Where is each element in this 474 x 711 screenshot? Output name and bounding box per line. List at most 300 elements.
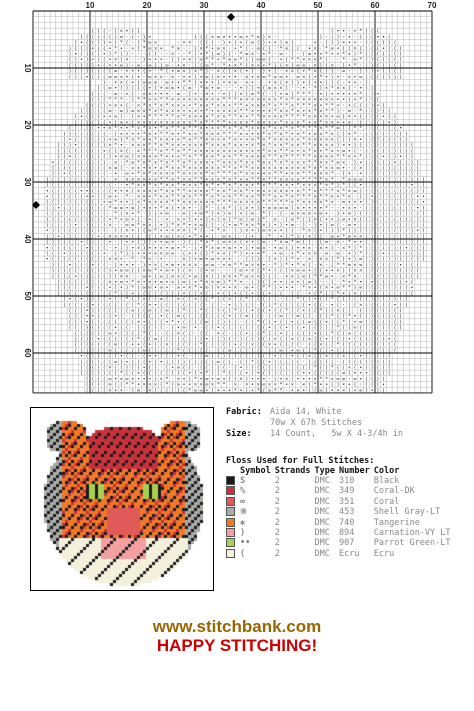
chart-symbol: ( [370, 228, 374, 235]
chart-symbol: ) [268, 256, 272, 263]
chart-symbol: ( [376, 125, 380, 132]
chart-symbol: * [279, 382, 283, 389]
chart-symbol: ) [142, 262, 146, 269]
chart-symbol: • [119, 45, 123, 52]
chart-symbol: ( [342, 364, 346, 371]
chart-symbol: · [125, 114, 129, 121]
chart-symbol: * [313, 108, 317, 115]
chart-symbol: * [131, 256, 135, 263]
chart-symbol: ( [114, 119, 118, 126]
chart-symbol: ( [404, 142, 408, 149]
chart-symbol: ) [188, 319, 192, 326]
floss-color-name: Parrot Green-LT [373, 538, 451, 549]
chart-symbol: ( [211, 387, 215, 394]
chart-symbol: × [182, 256, 186, 263]
chart-symbol: ) [74, 262, 78, 269]
chart-symbol: • [353, 91, 357, 98]
chart-symbol: · [325, 279, 329, 286]
chart-symbol: ( [399, 142, 403, 149]
chart-symbol: · [347, 28, 351, 35]
chart-symbol: ( [347, 45, 351, 52]
chart-symbol: ( [359, 114, 363, 121]
chart-symbol: ( [57, 273, 61, 280]
chart-symbol: * [205, 245, 209, 252]
header-symbol: Symbol [240, 466, 271, 476]
chart-symbol: • [114, 154, 118, 161]
chart-symbol: * [256, 91, 260, 98]
chart-symbol: ) [199, 273, 203, 280]
chart-symbol: * [228, 114, 232, 121]
chart-symbol: ) [382, 325, 386, 332]
chart-symbol: ( [262, 359, 266, 366]
chart-symbol: ) [353, 256, 357, 263]
chart-symbol: ( [165, 330, 169, 337]
chart-symbol: · [359, 79, 363, 86]
chart-symbol: ( [393, 330, 397, 337]
chart-symbol: * [239, 171, 243, 178]
chart-symbol: • [239, 136, 243, 143]
chart-symbol: ) [364, 136, 368, 143]
chart-symbol: ( [364, 330, 368, 337]
chart-symbol: ( [79, 262, 83, 269]
chart-symbol: • [404, 279, 408, 286]
chart-symbol: • [296, 376, 300, 383]
chart-symbol: ∞ [171, 262, 175, 269]
chart-symbol: * [114, 45, 118, 52]
chart-symbol: ) [330, 79, 334, 86]
chart-symbol: ( [364, 239, 368, 246]
chart-symbol: · [119, 222, 123, 229]
chart-symbol: ( [68, 125, 72, 132]
chart-symbol: × [319, 159, 323, 166]
chart-symbol: ) [79, 313, 83, 320]
chart-symbol: × [273, 125, 277, 132]
chart-symbol: ( [336, 364, 340, 371]
chart-symbol: ( [376, 216, 380, 223]
chart-symbol: ) [325, 79, 329, 86]
chart-symbol: * [199, 176, 203, 183]
chart-symbol: × [319, 154, 323, 161]
chart-symbol: × [245, 159, 249, 166]
chart-symbol: ( [159, 370, 163, 377]
chart-symbol: · [273, 211, 277, 218]
chart-symbol: × [359, 268, 363, 275]
chart-symbol: ( [188, 347, 192, 354]
chart-symbol: ( [273, 273, 277, 280]
chart-symbol: ) [256, 353, 260, 360]
chart-symbol: × [302, 165, 306, 172]
chart-symbol: ( [273, 330, 277, 337]
chart-symbol: * [296, 296, 300, 303]
chart-symbol: ( [376, 290, 380, 297]
chart-symbol: • [268, 307, 272, 314]
chart-symbol: × [148, 131, 152, 138]
chart-symbol: ∞ [256, 245, 260, 252]
chart-symbol: • [228, 256, 232, 263]
chart-symbol: ( [102, 205, 106, 212]
chart-symbol: • [359, 199, 363, 206]
chart-symbol: ) [416, 171, 420, 178]
chart-symbol: ∞ [142, 273, 146, 280]
chart-symbol: ) [79, 307, 83, 314]
chart-symbol: ( [91, 119, 95, 126]
chart-symbol: × [290, 148, 294, 155]
chart-symbol: • [233, 290, 237, 297]
chart-symbol: ( [102, 193, 106, 200]
chart-symbol: ( [228, 250, 232, 257]
chart-symbol: ( [154, 307, 158, 314]
chart-symbol: * [114, 142, 118, 149]
chart-symbol: · [336, 279, 340, 286]
chart-symbol: • [228, 40, 232, 47]
chart-symbol: × [199, 199, 203, 206]
chart-symbol: ( [387, 57, 391, 64]
chart-symbol: ) [296, 233, 300, 240]
chart-symbol: ) [353, 285, 357, 292]
chart-symbol: × [193, 188, 197, 195]
chart-symbol: ( [404, 205, 408, 212]
chart-symbol: • [325, 268, 329, 275]
chart-symbol: ∞ [142, 285, 146, 292]
chart-symbol: * [336, 342, 340, 349]
chart-symbol: · [239, 233, 243, 240]
chart-symbol: ) [393, 119, 397, 126]
chart-symbol: × [136, 154, 140, 161]
chart-symbol: ( [387, 114, 391, 121]
chart-symbol: ( [268, 222, 272, 229]
chart-symbol: × [330, 199, 334, 206]
chart-symbol: · [256, 302, 260, 309]
chart-symbol: ( [57, 154, 61, 161]
chart-symbol: • [382, 382, 386, 389]
chart-symbol: ( [370, 119, 374, 126]
stitches-value: 70w X 67h Stitches [270, 418, 363, 428]
chart-symbol: ) [359, 68, 363, 75]
chart-symbol: ( [307, 347, 311, 354]
chart-symbol: * [159, 108, 163, 115]
chart-symbol: ( [262, 290, 266, 297]
chart-symbol: ( [302, 336, 306, 343]
chart-symbol: ( [410, 205, 414, 212]
chart-symbol: ( [91, 290, 95, 297]
chart-symbol: • [131, 290, 135, 297]
chart-symbol: · [290, 74, 294, 81]
chart-symbol: • [273, 245, 277, 252]
chart-symbol: × [296, 108, 300, 115]
chart-symbol: ( [154, 370, 158, 377]
chart-symbol: ∞ [165, 211, 169, 218]
chart-symbol: ) [182, 359, 186, 366]
chart-symbol: ( [279, 290, 283, 297]
chart-symbol: ( [136, 364, 140, 371]
chart-symbol: * [353, 125, 357, 132]
chart-symbol: ( [233, 370, 237, 377]
chart-symbol: ( [387, 51, 391, 58]
chart-symbol: ( [74, 245, 78, 252]
chart-symbol: ∞ [319, 387, 323, 394]
chart-symbol: ( [62, 228, 66, 235]
chart-symbol: · [250, 45, 254, 52]
chart-symbol: ( [336, 79, 340, 86]
chart-symbol: ) [176, 57, 180, 64]
chart-symbol: ( [74, 330, 78, 337]
chart-symbol: ( [91, 256, 95, 263]
chart-symbol: × [199, 125, 203, 132]
chart-symbol: · [285, 211, 289, 218]
chart-symbol: ( [211, 364, 215, 371]
chart-symbol: ) [57, 165, 61, 172]
chart-symbol: ( [399, 279, 403, 286]
chart-symbol: ( [182, 370, 186, 377]
chart-symbol: ( [359, 359, 363, 366]
chart-symbol: · [330, 250, 334, 257]
chart-symbol: • [376, 102, 380, 109]
chart-symbol: ∞ [296, 74, 300, 81]
chart-symbol: × [142, 154, 146, 161]
chart-symbol: ( [387, 353, 391, 360]
chart-symbol: ( [188, 290, 192, 297]
chart-symbol: ) [57, 239, 61, 246]
chart-symbol: ) [245, 216, 249, 223]
chart-symbol: * [307, 165, 311, 172]
chart-symbol: ( [319, 216, 323, 223]
chart-symbol: · [285, 250, 289, 257]
chart-symbol: ( [74, 114, 78, 121]
chart-symbol: ( [382, 205, 386, 212]
chart-symbol: ) [74, 336, 78, 343]
chart-symbol: ( [216, 336, 220, 343]
chart-symbol: × [136, 176, 140, 183]
chart-symbol: × [222, 142, 226, 149]
chart-symbol: ) [399, 57, 403, 64]
chart-symbol: ) [154, 222, 158, 229]
chart-symbol: ( [279, 211, 283, 218]
chart-symbol: * [296, 91, 300, 98]
chart-symbol: × [330, 165, 334, 172]
chart-symbol: · [342, 302, 346, 309]
chart-symbol: * [114, 290, 118, 297]
chart-symbol: × [313, 45, 317, 52]
chart-symbol: • [182, 57, 186, 64]
chart-symbol: ( [154, 216, 158, 223]
chart-symbol: × [256, 125, 260, 132]
chart-symbol: × [330, 119, 334, 126]
chart-symbol: ∞ [119, 205, 123, 212]
chart-symbol: × [193, 159, 197, 166]
chart-symbol: • [205, 387, 209, 394]
chart-symbol: * [359, 154, 363, 161]
chart-symbol: ( [250, 57, 254, 64]
chart-symbol: ) [273, 285, 277, 292]
chart-symbol: · [342, 239, 346, 246]
chart-symbol: ) [108, 154, 112, 161]
chart-symbol: * [290, 154, 294, 161]
chart-symbol: × [347, 131, 351, 138]
chart-symbol: × [142, 222, 146, 229]
chart-symbol: × [222, 136, 226, 143]
chart-symbol: ( [325, 359, 329, 366]
floss-table [226, 466, 455, 559]
chart-symbol: × [171, 279, 175, 286]
chart-symbol: * [285, 142, 289, 149]
chart-symbol: ( [68, 273, 72, 280]
chart-symbol: • [119, 125, 123, 132]
chart-symbol: • [205, 79, 209, 86]
chart-symbol: • [262, 205, 266, 212]
chart-symbol: * [342, 228, 346, 235]
chart-symbol: ) [68, 176, 72, 183]
chart-symbol: ( [154, 296, 158, 303]
chart-symbol: ( [102, 364, 106, 371]
chart-symbol: × [136, 108, 140, 115]
chart-symbol: ) [57, 199, 61, 206]
chart-symbol: ( [154, 359, 158, 366]
chart-symbol: ( [393, 325, 397, 332]
chart-symbol: × [313, 154, 317, 161]
chart-symbol: ) [387, 171, 391, 178]
chart-symbol: ( [119, 336, 123, 343]
chart-symbol: • [102, 114, 106, 121]
chart-symbol: • [211, 45, 215, 52]
chart-symbol: × [285, 376, 289, 383]
chart-symbol: ( [370, 40, 374, 47]
chart-symbol: ( [125, 307, 129, 314]
chart-symbol: · [188, 45, 192, 52]
chart-symbol: ( [393, 319, 397, 326]
chart-symbol: ) [387, 296, 391, 303]
chart-symbol: • [62, 171, 66, 178]
chart-symbol: ( [353, 330, 357, 337]
chart-symbol: × [125, 188, 129, 195]
chart-symbol: × [256, 97, 260, 104]
chart-symbol: ( [102, 165, 106, 172]
chart-symbol: * [154, 142, 158, 149]
chart-symbol: ( [182, 336, 186, 343]
chart-symbol: ∞ [307, 279, 311, 286]
chart-symbol: · [193, 364, 197, 371]
chart-symbol: ( [233, 319, 237, 326]
chart-symbol: × [279, 165, 283, 172]
chart-symbol: ( [68, 193, 72, 200]
chart-symbol: • [114, 79, 118, 86]
chart-symbol: • [205, 125, 209, 132]
chart-symbol: ( [205, 330, 209, 337]
chart-symbol: ( [228, 359, 232, 366]
floss-number: 310 [339, 476, 355, 486]
chart-symbol: ∞ [216, 245, 220, 252]
chart-symbol: • [336, 119, 340, 126]
chart-symbol: • [347, 34, 351, 41]
chart-symbol: ( [319, 330, 323, 337]
chart-symbol: • [57, 233, 61, 240]
chart-symbol: ) [399, 319, 403, 326]
chart-symbol: • [290, 188, 294, 195]
chart-symbol: ( [387, 325, 391, 332]
chart-symbol: ( [364, 205, 368, 212]
chart-symbol: ) [245, 62, 249, 69]
chart-symbol: ( [325, 347, 329, 354]
chart-symbol: ) [74, 57, 78, 64]
chart-symbol: ∞ [279, 313, 283, 320]
chart-symbol: ( [393, 216, 397, 223]
chart-symbol: ( [342, 296, 346, 303]
chart-symbol: ( [193, 62, 197, 69]
chart-symbol: • [353, 370, 357, 377]
chart-symbol: * [307, 102, 311, 109]
chart-symbol: * [256, 319, 260, 326]
chart-symbol: * [199, 68, 203, 75]
chart-symbol: × [125, 273, 129, 280]
chart-symbol: × [302, 74, 306, 81]
chart-symbol: * [268, 233, 272, 240]
chart-symbol: · [125, 256, 129, 263]
chart-symbol: × [114, 233, 118, 240]
chart-symbol: ∞ [205, 353, 209, 360]
chart-symbol: • [347, 336, 351, 343]
chart-symbol: • [108, 62, 112, 69]
chart-symbol: ( [285, 347, 289, 354]
chart-symbol: × [239, 148, 243, 155]
chart-symbol: ∞ [353, 176, 357, 183]
chart-symbol: × [296, 205, 300, 212]
chart-symbol: × [154, 171, 158, 178]
chart-symbol: ( [176, 370, 180, 377]
floss-color-name: Carnation-VY LT [373, 528, 451, 539]
chart-symbol: ) [256, 216, 260, 223]
chart-symbol: ( [74, 319, 78, 326]
chart-symbol: ∞ [176, 313, 180, 320]
chart-symbol: ) [91, 296, 95, 303]
chart-symbol: ( [342, 45, 346, 52]
chart-symbol: ( [165, 68, 169, 75]
chart-symbol: ( [313, 233, 317, 240]
chart-symbol: • [188, 273, 192, 280]
chart-symbol: ( [359, 347, 363, 354]
chart-symbol: ( [273, 307, 277, 314]
chart-symbol: ∞ [302, 211, 306, 218]
chart-symbol: ( [97, 268, 101, 275]
chart-symbol: ( [222, 68, 226, 75]
chart-symbol: * [319, 57, 323, 64]
chart-symbol: ∞ [165, 239, 169, 246]
chart-symbol: ∞ [279, 245, 283, 252]
chart-symbol: ( [347, 85, 351, 92]
chart-symbol: × [171, 51, 175, 58]
chart-symbol: • [79, 188, 83, 195]
chart-symbol: * [285, 102, 289, 109]
chart-symbol: ) [370, 290, 374, 297]
chart-symbol: ( [131, 296, 135, 303]
chart-symbol: ) [342, 136, 346, 143]
site-url[interactable]: www.stitchbank.com [152, 617, 322, 636]
chart-symbol: ( [353, 102, 357, 109]
chart-symbol: • [273, 342, 277, 349]
chart-symbol: · [188, 62, 192, 69]
chart-symbol: ) [239, 336, 243, 343]
chart-symbol: · [359, 205, 363, 212]
chart-symbol: • [154, 131, 158, 138]
chart-symbol: ) [62, 193, 66, 200]
chart-symbol: • [148, 193, 152, 200]
chart-symbol: ) [393, 256, 397, 263]
chart-symbol: × [347, 119, 351, 126]
chart-symbol: * [342, 154, 346, 161]
chart-symbol: ( [91, 182, 95, 189]
chart-symbol: ) [256, 256, 260, 263]
chart-symbol: × [307, 108, 311, 115]
chart-symbol: • [125, 199, 129, 206]
chart-symbol: * [165, 102, 169, 109]
